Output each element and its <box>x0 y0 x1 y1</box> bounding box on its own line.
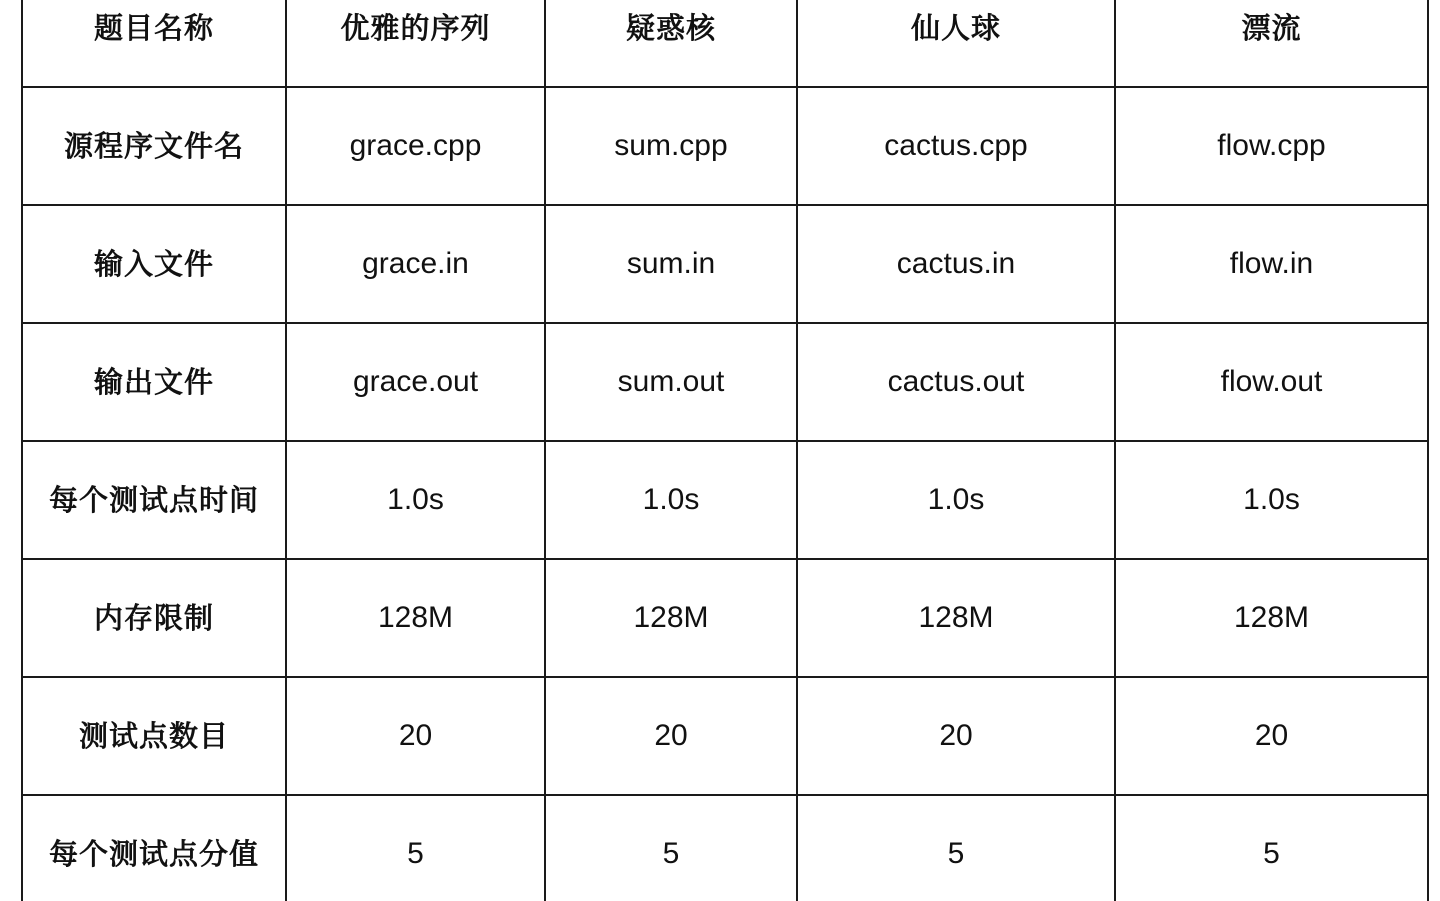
table-cell: 20 <box>797 677 1115 795</box>
table-cell: grace.cpp <box>286 87 545 205</box>
table-cell: flow.out <box>1115 323 1428 441</box>
table-cell: 20 <box>1115 677 1428 795</box>
table-cell: 128M <box>286 559 545 677</box>
table-cell: flow.cpp <box>1115 87 1428 205</box>
header-cell-problem-3: 仙人球 <box>797 0 1115 87</box>
table-row <box>22 87 1428 205</box>
header-cell-problem-4: 漂流 <box>1115 0 1428 87</box>
table-cell: 20 <box>286 677 545 795</box>
table-row <box>22 323 1428 441</box>
table-cell: 5 <box>797 795 1115 901</box>
table-cell: flow.in <box>1115 205 1428 323</box>
table-cell: 1.0s <box>545 441 797 559</box>
row-label: 输入文件 <box>22 205 286 323</box>
table-cell: 128M <box>797 559 1115 677</box>
table-cell: grace.out <box>286 323 545 441</box>
table-cell: 128M <box>545 559 797 677</box>
table-cell: 5 <box>1115 795 1428 901</box>
table-cell: cactus.cpp <box>797 87 1115 205</box>
header-cell-title: 题目名称 <box>22 0 286 87</box>
header-cell-problem-1: 优雅的序列 <box>286 0 545 87</box>
row-label: 测试点数目 <box>22 677 286 795</box>
problem-info-table <box>21 0 1429 901</box>
table-row <box>22 441 1428 559</box>
table-cell: 1.0s <box>286 441 545 559</box>
table-cell: 5 <box>545 795 797 901</box>
table-row <box>22 677 1428 795</box>
row-label: 源程序文件名 <box>22 87 286 205</box>
table-row <box>22 795 1428 901</box>
row-label: 每个测试点时间 <box>22 441 286 559</box>
table-cell: 1.0s <box>797 441 1115 559</box>
table-row <box>22 205 1428 323</box>
row-label: 每个测试点分值 <box>22 795 286 901</box>
table-cell: 5 <box>286 795 545 901</box>
table-cell: sum.cpp <box>545 87 797 205</box>
row-label: 输出文件 <box>22 323 286 441</box>
row-label: 内存限制 <box>22 559 286 677</box>
table-cell: sum.in <box>545 205 797 323</box>
table-cell: cactus.out <box>797 323 1115 441</box>
table-row <box>22 559 1428 677</box>
table-cell: cactus.in <box>797 205 1115 323</box>
table-cell: sum.out <box>545 323 797 441</box>
table-cell: 1.0s <box>1115 441 1428 559</box>
table-cell: 20 <box>545 677 797 795</box>
header-cell-problem-2: 疑惑核 <box>545 0 797 87</box>
table-cell: grace.in <box>286 205 545 323</box>
table-cell: 128M <box>1115 559 1428 677</box>
header-row <box>22 0 1428 87</box>
